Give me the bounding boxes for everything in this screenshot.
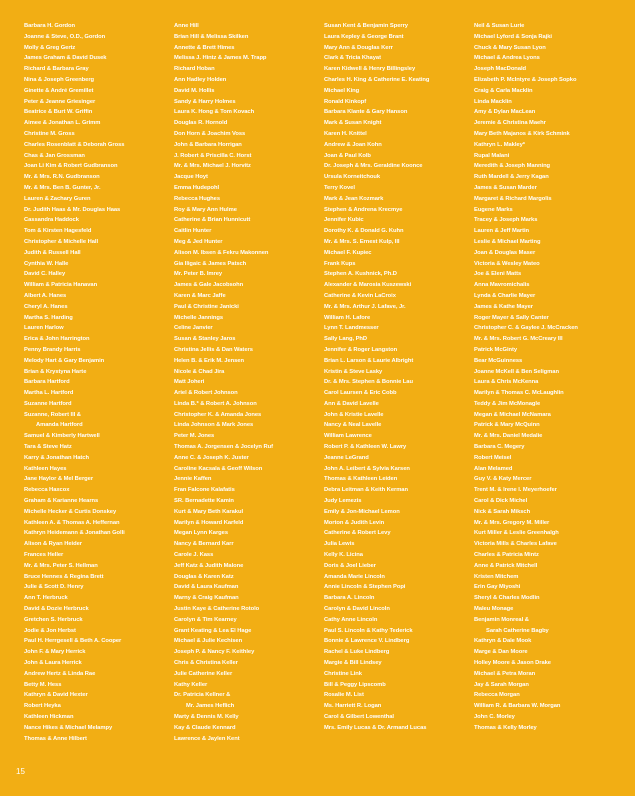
donor-name: Paul & Christine Janicki xyxy=(174,303,239,310)
donor-name: Nick & Sarah Miksch xyxy=(474,508,531,515)
donor-name: Christine M. Gross xyxy=(24,130,75,137)
donor-name: Peter & Jeanne Griesinger xyxy=(24,98,96,105)
donor-column-4 xyxy=(474,21,578,734)
donor-name: Penny Brandy Harris xyxy=(24,346,81,353)
donor-name: Marny & Craig Kaufman xyxy=(174,595,239,602)
donor-name: Julie Catherine Keller xyxy=(174,670,233,677)
donor-name: Cynthia W. Halle xyxy=(24,260,69,267)
donor-name: Tracey & Joseph Marks xyxy=(474,217,538,224)
page-number: 15 xyxy=(16,767,25,776)
donor-name: Carolyn & Tim Kearney xyxy=(174,616,237,623)
donor-name: Mary Ann & Douglas Kerr xyxy=(324,44,393,51)
donor-name: Albert A. Hanes xyxy=(24,292,67,299)
donor-name: Kurt Miller & Leslie Greenhalgh xyxy=(474,530,559,537)
donor-column-2 xyxy=(174,21,273,744)
donor-name: Jeanne LeGrand xyxy=(324,454,369,461)
donor-name: Lauren Harlow xyxy=(24,325,64,332)
donor-name: John A. Leibert & Sylvia Karsen xyxy=(324,465,410,472)
donor-name: Alan Melamed xyxy=(474,465,513,472)
donor-name: Samuel & Kimberly Hartwell xyxy=(24,433,100,440)
donor-name: Bonnie & Lawrence V. Lindberg xyxy=(324,638,410,645)
donor-name: Caitlin Hunter xyxy=(174,228,212,235)
donor-name: Marty & Dennis M. Kelly xyxy=(174,714,239,720)
donor-name: Catherine & Kevin LaCroix xyxy=(324,292,396,299)
donor-name: Andrew Hertz & Linda Rae xyxy=(24,670,96,677)
donor-name: Lynda & Charlie Mayer xyxy=(474,292,536,299)
donor-name: Morton & Judith Levin xyxy=(324,519,385,526)
donor-name: Paul S. Lincoln & Kathy Tederick xyxy=(324,627,413,634)
donor-name: Dr. Judith Haas & Mr. Douglas Haas xyxy=(24,206,121,213)
donor-name: Nancy & Bernard Karr xyxy=(174,541,234,548)
donor-name: Mr. & Mrs. Peter S. Hellman xyxy=(24,562,98,569)
donor-name: Sandy & Harry Holmes xyxy=(174,98,236,105)
donor-name: Margie & Bill Lindsey xyxy=(324,660,382,667)
donor-name: Jacque Hoyt xyxy=(174,174,208,181)
donor-name: William Lawrence xyxy=(324,433,372,440)
donor-name: Frances Heller xyxy=(24,552,64,559)
donor-name: Brian & Krystyna Harte xyxy=(24,368,87,375)
donor-name: Ronald Kinkopf xyxy=(324,98,367,105)
donor-name: Patrick McGinty xyxy=(474,346,518,353)
donor-name: Michael & Julie Kechisen xyxy=(174,638,243,645)
donor-name: Eugene Marks xyxy=(474,206,513,213)
donor-name: Dr. Patricia Kellner & xyxy=(174,692,231,699)
donor-name: Guy V. & Katy Mercer xyxy=(474,476,532,483)
donor-name: Lynn T. Landmesser xyxy=(324,325,379,332)
donor-name: Douglas & Karen Katz xyxy=(174,573,234,580)
donor-name: John & Kristie Lavelle xyxy=(324,411,384,418)
donor-name: Joan & Douglas Maser xyxy=(474,249,536,256)
donor-name: Kathleen A. & Thomas A. Heffernan xyxy=(24,519,120,526)
donor-name: Mary Beth Majanos & Kirk Schmink xyxy=(474,130,570,137)
donor-name: Beatrice & Burt W. Griffin xyxy=(24,109,93,116)
donor-name: Robert P. & Kathleen W. Lawry xyxy=(324,444,407,451)
donor-name: Ursula Korneitchouk xyxy=(324,174,381,181)
donor-name: Lauren & Zachary Guren xyxy=(24,195,91,202)
donor-name: Ruth Mardell & Jerry Kagan xyxy=(474,174,549,181)
donor-name: Carol Laursen & Eric Cobb xyxy=(324,390,397,397)
donor-name: Ms. Harriett R. Logan xyxy=(324,703,382,710)
donor-name: Kathleen Hickman xyxy=(24,714,74,720)
donor-name: Charles & Patricia Mintz xyxy=(474,552,539,559)
donor-name: Robert Meisel xyxy=(474,454,512,461)
donor-name: Jennifer & Roger Langston xyxy=(324,346,398,353)
donor-name: Emily & Jon-Michael Lemon xyxy=(324,508,400,515)
donor-name: David C. Halley xyxy=(24,271,66,278)
donor-name: Christopher K. & Amanda Jones xyxy=(174,411,262,418)
donor-name: Caroline Kacsala & Geoff Wilson xyxy=(174,465,263,472)
donor-name: Nicole & Chad Jira xyxy=(174,368,225,375)
donor-name: Annie Lincoln & Stephen Popi xyxy=(324,584,406,591)
donor-name: Kathryn L. Makley* xyxy=(474,141,525,148)
donor-name: Joan Li Kim & Robert Gudbranson xyxy=(24,163,118,170)
donor-name: Justin Kaye & Catherine Rotolo xyxy=(174,606,260,613)
donor-name: Kay & Claude Kennard xyxy=(174,724,236,731)
donor-name: Erin Gay Miyoshi xyxy=(474,584,521,591)
donor-name: Melody Hart & Gary Benjamin xyxy=(24,357,105,364)
donor-name: Joanne McKell & Ben Seligman xyxy=(474,368,559,375)
donor-name: Megan & Michael McNamara xyxy=(474,411,551,418)
donor-name: Brian Hill & Melissa Skilken xyxy=(174,33,249,40)
donor-name: Bruce Hennes & Regina Brett xyxy=(24,573,104,580)
donor-name: Michael & Andrea Lyons xyxy=(474,55,540,62)
donor-name: Cassandra Haddock xyxy=(24,217,79,224)
donor-name: Richard Hoban xyxy=(174,66,215,73)
donor-name: Roy & Mary Ann Hulme xyxy=(174,206,237,213)
donor-name: Bill & Peggy Lipscomb xyxy=(324,681,386,688)
donor-name: Catherine & Robert Levy xyxy=(324,530,391,537)
donor-name: Carol & Gilbert Lowenthal xyxy=(324,714,394,720)
donor-name: John F. & Mary Herrick xyxy=(24,649,86,656)
donor-name: Nina & Joseph Greenberg xyxy=(24,76,95,83)
donor-name: Rebecca Morgan xyxy=(474,692,520,699)
donor-name: Melissa J. Hintz & James M. Trapp xyxy=(174,55,267,62)
donor-name: Mr. & Mrs. Daniel Medalie xyxy=(474,433,543,440)
donor-name: Roger Mayer & Sally Canter xyxy=(474,314,549,321)
donor-name: Tara & Steve Hatz xyxy=(24,444,72,451)
donor-name: Betty M. Hess xyxy=(24,681,62,688)
donor-name: Michael Lyford & Sonja Rajki xyxy=(474,33,552,40)
donor-name: Terry Kovel xyxy=(324,184,355,191)
donor-name: Ariel & Robert Johnson xyxy=(174,390,238,397)
donor-name: Peter M. Jones xyxy=(174,433,215,440)
donor-name: Martha S. Harding xyxy=(24,314,73,321)
donor-name: Carolyn & David Lincoln xyxy=(324,606,390,613)
donor-name: Holley Moore & Jason Drake xyxy=(474,660,551,667)
donor-name: Celine Janvier xyxy=(174,325,213,332)
donor-name: Marilyn & Howard Karfeld xyxy=(174,519,244,526)
donor-name: Graham & Karianne Hearns xyxy=(24,498,99,505)
donor-name: Chas & Jan Grossman xyxy=(24,152,85,159)
donor-name: Michael King xyxy=(324,87,360,94)
donor-name: Anna Mavromichalis xyxy=(474,282,530,289)
donor-name: Brian L. Larson & Laurie Albright xyxy=(324,357,414,364)
donor-name: Mr. & Mrs. Ben B. Gunter, Jr. xyxy=(24,184,101,191)
donor-name: Karen Kidwell & Henry Billingsley xyxy=(324,66,416,73)
donor-name: Meg & Jed Hunter xyxy=(174,238,223,245)
donor-name: Emma Hudepohl xyxy=(174,184,220,191)
donor-name: Marilyn & Thomas C. McLaughlin xyxy=(474,390,564,397)
donor-name: Andrew & Joan Kohn xyxy=(324,141,382,148)
donor-name: David & Laura Kaufman xyxy=(174,584,239,591)
donor-name: Stephen & Andrena Krecmye xyxy=(324,206,403,213)
donor-name: Charles H. King & Catherine E. Keating xyxy=(324,76,430,83)
donor-name: John & Laura Herrick xyxy=(24,660,82,667)
donor-name: Barbara Klante & Gary Hanson xyxy=(324,109,408,116)
donor-name: J. Robert & Priscilla C. Horst xyxy=(174,152,252,159)
donor-name: Thomas & Kathleen Leiden xyxy=(324,476,398,483)
donor-name: Thomas A. Jorgensen & Jocelyn Ruf xyxy=(174,444,273,451)
donor-name: Barbara Hartford xyxy=(24,379,70,386)
donor-name: Michael F. Kupiec xyxy=(324,249,372,256)
donor-name: Christopher C. & Gaylee J. McCracken xyxy=(474,325,578,332)
donor-name: Jeff Katz & Judith Malone xyxy=(174,562,244,569)
donor-name: Susan & Stanley Jaros xyxy=(174,336,236,343)
donor-name: Julie & Scott D. Henry xyxy=(24,584,84,591)
donor-name: Kelly K. Licina xyxy=(324,552,363,559)
donor-name: Rupal Malani xyxy=(474,152,510,159)
donor-name: Suzanne Hartford xyxy=(24,400,72,407)
donor-column-1 xyxy=(24,21,125,744)
donor-name: Maleu Monage xyxy=(474,606,514,613)
donor-name: Erica & John Harrington xyxy=(24,336,90,343)
donor-name: James & Gale Jacobsohn xyxy=(174,282,244,289)
donor-name: Christine Link xyxy=(324,670,362,677)
donor-name: Suzanne, Robert III & xyxy=(24,411,81,418)
donor-name: Jeremie & Christina Maehr xyxy=(474,120,546,127)
donor-name: Joe & Eleni Matts xyxy=(474,271,522,278)
donor-name: Jennie Kaffen xyxy=(174,476,212,483)
donor-name: Mr. & Mrs. Gregory M. Miller xyxy=(474,519,550,526)
donor-name: Marge & Dan Moore xyxy=(474,649,528,656)
donor-name: Michael & Petra Moran xyxy=(474,670,536,677)
donor-name: Stephen A. Kushnick, Ph.D xyxy=(324,271,397,278)
donor-name: Mr. & Mrs. Arthur J. Lafave, Jr. xyxy=(324,303,406,310)
donor-name: Rachel & Luke Lindberg xyxy=(324,649,390,656)
donor-name: Elizabeth P. McIntyre & Joseph Sopko xyxy=(474,76,577,83)
donor-name: Mr. & Mrs. R.N. Gudbranson xyxy=(24,174,100,181)
donor-name: Karen & Marc Jaffe xyxy=(174,292,226,299)
donor-name: Judy Lemezis xyxy=(324,498,362,505)
donor-name: Michelle Hecker & Curtis Donskey xyxy=(24,508,117,515)
donor-name: Joan & Paul Kolb xyxy=(324,152,371,159)
donor-name: Kristin & Steve Lasky xyxy=(324,368,383,375)
donor-name: Christina Jellis & Dan Waters xyxy=(174,346,253,353)
donor-name: Patrick & Mary McQuinn xyxy=(474,422,540,429)
donor-name: Alexander & Marosia Kuszewski xyxy=(324,282,412,289)
donor-name: Martha L. Hartford xyxy=(24,390,74,397)
donor-name: Kathleen Hayes xyxy=(24,465,67,472)
donor-name: SR. Bernadette Kamin xyxy=(174,498,234,505)
donor-name: Ann Hadley Holden xyxy=(174,76,227,83)
donor-name: Mr. & Mrs. Robert G. McCreary III xyxy=(474,336,563,343)
donor-name: Debra Leitman & Keith Kerman xyxy=(324,487,408,494)
donor-name: Barbara H. Gordon xyxy=(24,23,76,29)
donor-name: Joseph P. & Nancy F. Keithley xyxy=(174,649,255,656)
donor-name: Joanne & Steve, O.D., Gordon xyxy=(24,33,106,40)
donor-name: Christopher & Michelle Hall xyxy=(24,238,99,245)
donor-name: Victoria & Wesley Mateo xyxy=(474,260,540,267)
donor-name: Douglas R. Hornold xyxy=(174,120,228,127)
donor-name: Amy & Dylan MacLean xyxy=(474,109,536,116)
donor-name: William & Patricia Hanavan xyxy=(24,282,98,289)
donor-name: Julia Lewis xyxy=(324,541,355,548)
donor-name: Anne C. & Joseph K. Juster xyxy=(174,454,249,461)
donor-name: Helen B. & Erik M. Jensen xyxy=(174,357,244,364)
donor-name: Mr. Peter B. Imrey xyxy=(174,271,223,278)
donor-name: Cathy Anne Lincoln xyxy=(324,616,378,623)
donor-name: Karry & Jonathan Hatch xyxy=(24,454,89,461)
donor-name: Jennifer Kubic xyxy=(324,217,364,224)
donor-name: Sarah Catherine Bagby xyxy=(486,627,549,634)
donor-name: Mr. James Heflich xyxy=(186,703,235,710)
donor-name: Linda Johnson & Mark Jones xyxy=(174,422,254,429)
donor-name: William R. & Barbara W. Morgan xyxy=(474,703,561,710)
donor-name: Craig & Carla Macklin xyxy=(474,87,533,94)
donor-name: Susan Kent & Benjamin Sperry xyxy=(324,23,408,29)
donor-name: Kristen Mitchem xyxy=(474,573,519,580)
donor-name: Alison M. Ibsen & Fekru Makonnen xyxy=(174,249,269,256)
donor-name: Amanda Hartford xyxy=(36,422,83,429)
donor-name: Jay & Sarah Morgan xyxy=(474,681,529,688)
donor-column-3 xyxy=(324,21,429,734)
donor-name: Anne Hill xyxy=(174,23,199,29)
donor-name: Catherine & Brian Hunnicutt xyxy=(174,217,251,224)
donor-name: Amanda Marie Lincoln xyxy=(324,573,385,580)
donor-name: Richard & Barbara Gray xyxy=(24,66,89,73)
donor-name: Karen H. Knittel xyxy=(324,130,367,137)
donor-name: Gretchen S. Herbruck xyxy=(24,616,83,623)
donor-name: Sally Lang, PhD xyxy=(324,336,368,343)
donor-name: Clark & Tricia Khayat xyxy=(324,55,381,62)
donor-name: Mark & Jean Kozmark xyxy=(324,195,384,202)
donor-name: James Graham & David Dusek xyxy=(24,55,107,62)
donor-name: Laura & Chris McKenna xyxy=(474,379,539,386)
donor-name: John C. Morley xyxy=(474,714,515,720)
donor-name: William H. Lafore xyxy=(324,314,371,321)
donor-name: Gia Iligaic & James Patsch xyxy=(174,260,247,267)
donor-name: Aimee & Jonathan L. Grimm xyxy=(24,120,101,127)
donor-name: Rebecca Hughes xyxy=(174,195,221,202)
donor-name: Ginette & André Gremillet xyxy=(24,87,94,94)
donor-name: Rebecca Haxcox xyxy=(24,487,70,494)
donor-name: Bear McGuinness xyxy=(474,357,523,364)
donor-name: James & Kathe Mayer xyxy=(474,303,533,310)
donor-name: Trent M. & Irene I. Meyerhoefer xyxy=(474,487,557,494)
donor-name: Laura Kepley & George Brant xyxy=(324,33,404,40)
donor-name: Chris & Christina Keller xyxy=(174,660,238,667)
donor-name: Annette & Brett Himes xyxy=(174,44,235,51)
donor-name: Dr. Joseph & Mrs. Geraldine Koonce xyxy=(324,163,423,170)
donor-name: Cheryl A. Hanes xyxy=(24,303,68,310)
donor-name: Thomas & Kelly Morley xyxy=(474,724,537,731)
donor-name: Tom & Kirsten Hagesfeld xyxy=(24,228,92,235)
donor-name: Carol & Dick Michel xyxy=(474,498,528,505)
donor-name: John & Barbara Horrigan xyxy=(174,141,242,148)
donor-name: Grant Keating & Lea El Hage xyxy=(174,627,252,634)
donor-name: Jodie & Jon Herbst xyxy=(24,627,76,634)
donor-name: Mrs. Emily Lucas & Dr. Armand Lucas xyxy=(324,724,427,731)
donor-name: Alison & Ryan Heider xyxy=(24,541,82,548)
donor-name: Linda Macklin xyxy=(474,98,512,105)
donor-name: Mr. & Mrs. Michael J. Horvitz xyxy=(174,163,251,170)
donor-name: Rosalie M. List xyxy=(324,692,364,699)
donor-name: Doris & Joel Lieber xyxy=(324,562,376,569)
donor-name: Michelle Jannings xyxy=(174,314,224,321)
donor-name: James & Susan Marder xyxy=(474,184,537,191)
donor-name: Kurt & Mary Beth Karakul xyxy=(174,508,244,515)
donor-name: Megan Lynn Karges xyxy=(174,530,229,537)
donor-name: Anne & Patrick Mitchell xyxy=(474,562,538,569)
donor-name: Leslie & Michael Marting xyxy=(474,238,541,245)
donor-name: Barbara A. Lincoln xyxy=(324,595,375,602)
donor-name: Chuck & Mary Susan Lyon xyxy=(474,44,546,51)
donor-name: Thomas & Anne Hilbert xyxy=(24,735,87,742)
donor-name: Mark & Susan Knight xyxy=(324,120,382,127)
donor-name: Benjamin Monreal & xyxy=(474,616,529,623)
donor-name: Teddy & Jim McMonagle xyxy=(474,400,541,407)
donor-name: Lawrence & Jaylen Kent xyxy=(174,735,240,742)
donor-name: Linda B.* & Robert A. Johnson xyxy=(174,400,257,407)
donor-name: Don Horn & Joachim Voss xyxy=(174,130,246,137)
donor-name: Kathryn & David Hexter xyxy=(24,692,88,699)
donor-name: Joseph MacDonald xyxy=(474,66,527,73)
donor-name: Kathy Keller xyxy=(174,681,208,688)
donor-name: Kathryn & Dale Mook xyxy=(474,638,532,645)
donor-name: Judith & Russell Hall xyxy=(24,249,81,256)
donor-name: Lauren & Jeff Martin xyxy=(474,228,530,235)
donor-name: Robert Heyka xyxy=(24,703,61,710)
donor-name: David M. Hollis xyxy=(174,87,215,94)
donor-name: Sheryl & Charles Modlin xyxy=(474,595,540,602)
donor-name: Meredith & Joseph Manning xyxy=(474,163,551,170)
donor-name: Frank Kups xyxy=(324,260,356,267)
donor-name: Mr. & Mrs. S. Ernest Kulp, III xyxy=(324,238,400,245)
donor-name: Dorothy K. & Donald G. Kuhn xyxy=(324,228,404,235)
donor-name: Molly & Greg Gertz xyxy=(24,44,76,51)
donor-name: David & Dozie Herbruck xyxy=(24,606,89,613)
donor-name: Dr. & Mrs. Stephen & Bonnie Lau xyxy=(324,379,413,386)
donor-name: Matt Joheri xyxy=(174,379,205,386)
donor-name: Nance Hikes & Michael Melampy xyxy=(24,724,113,731)
donor-name: Kathryn Heidemann & Jonathan Golli xyxy=(24,530,125,537)
donor-name: Nancy & Neal Lavelle xyxy=(324,422,382,429)
donor-name: Jane Haylor & Mel Berger xyxy=(24,476,94,483)
donor-name: Ann & David Lavelle xyxy=(324,400,379,407)
donor-name: Victoria Mills & Charles Lafave xyxy=(474,541,557,548)
donor-name: Paul H. Herrgesell & Beth A. Cooper xyxy=(24,638,122,645)
donor-name: Barbara C. Megery xyxy=(474,444,525,451)
donor-name: Carole J. Kass xyxy=(174,552,214,559)
donor-name: Neil & Susan Lurie xyxy=(474,23,525,29)
donor-name: Ann T. Herbruck xyxy=(24,595,68,602)
donor-name: Fran Falcone Kalafatis xyxy=(174,487,235,494)
donor-name: Laura K. Hong & Tom Kovach xyxy=(174,109,255,116)
donor-name: Margaret & Richard Margolis xyxy=(474,195,552,202)
donor-name: Charles Rosenblatt & Deborah Gross xyxy=(24,141,125,148)
